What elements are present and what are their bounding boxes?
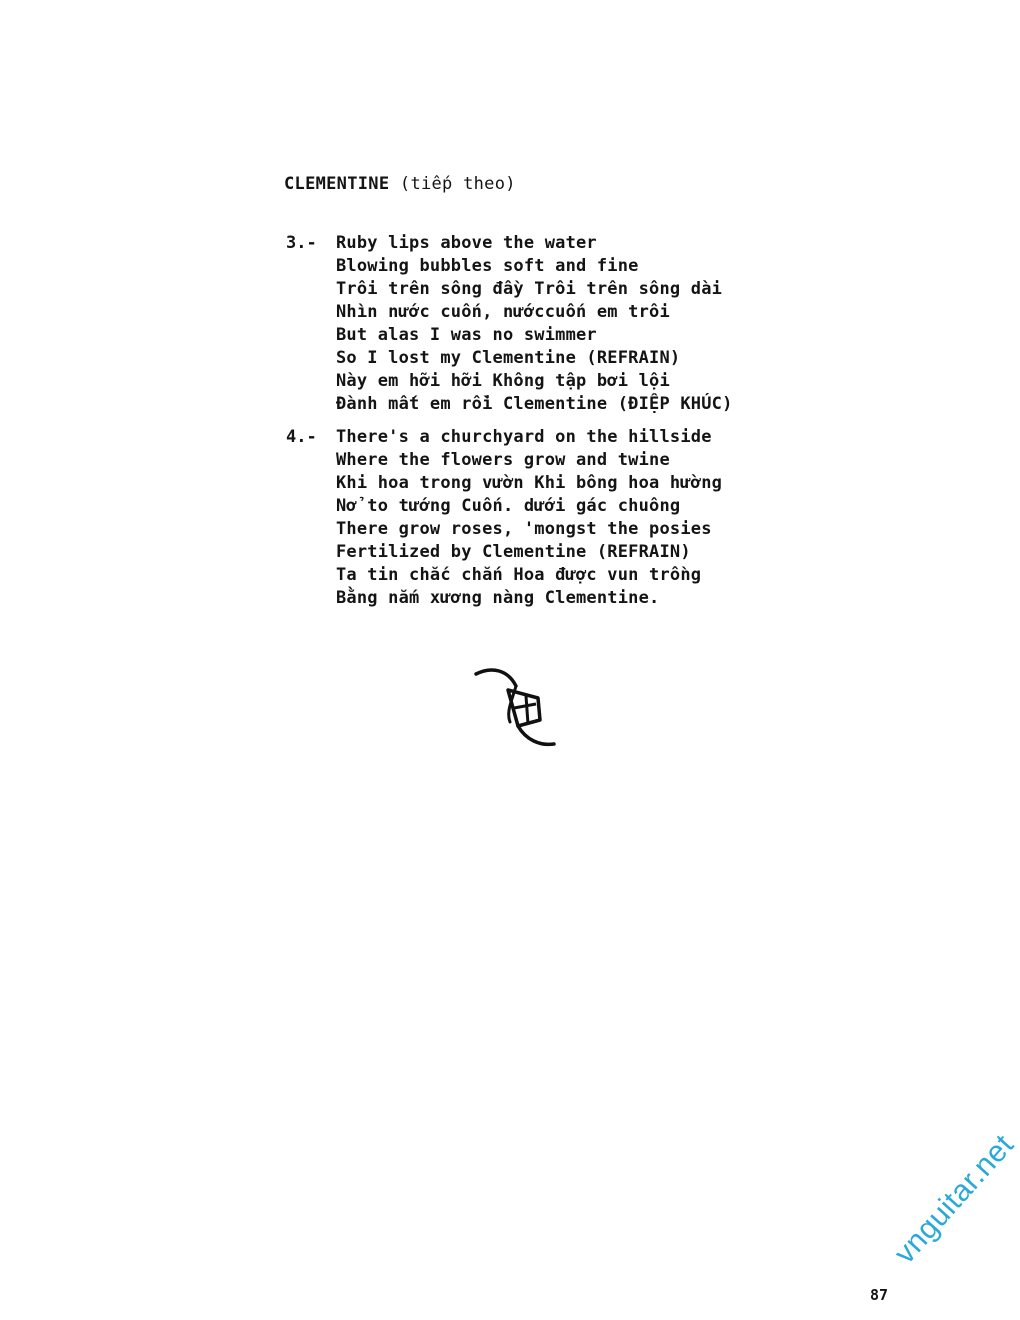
lyric-line: Ruby lips above the water	[336, 233, 597, 253]
verse-lines	[336, 426, 722, 610]
lyric-line: Where the flowers grow and twine	[336, 450, 670, 470]
signature-mark	[470, 660, 570, 755]
lyric-line: Đành mất em rồi Clementine (ĐIỆP KHÚC)	[336, 394, 733, 414]
verse-lines	[336, 232, 733, 416]
lyric-line: Blowing bubbles soft and fine	[336, 256, 639, 276]
lyric-line: Trôi trên sông đầy Trôi trên sông dài	[336, 279, 723, 299]
lyric-line: Khi hoa trong vườn Khi bông hoa hường	[336, 473, 723, 493]
song-title: CLEMENTINE	[284, 174, 390, 194]
lyric-line: There grow roses, 'mongst the posies	[336, 519, 712, 539]
song-subtitle: (tiếp theo)	[399, 174, 516, 194]
lyric-line: Ta tin chắc chắn Hoa được vun trồng	[336, 565, 702, 585]
lyric-line: But alas I was no swimmer	[336, 325, 597, 345]
page-number: 87	[870, 1286, 889, 1304]
lyric-line: Này em hỡi hỡi Không tập bơi lội	[336, 371, 670, 391]
lyric-line: Bằng nắm xương nàng Clementine.	[336, 588, 660, 608]
page-title	[284, 174, 516, 194]
lyric-line: Nở to tướng Cuốn. dưới gác chuông	[336, 496, 681, 516]
verse-number: 3.-	[286, 233, 317, 253]
watermark: vnguitar.net	[888, 1128, 1020, 1271]
verse-number: 4.-	[286, 427, 317, 447]
lyric-line: So I lost my Clementine (REFRAIN)	[336, 348, 681, 368]
lyric-line: Fertilized by Clementine (REFRAIN)	[336, 542, 691, 562]
lyric-line: There's a churchyard on the hillside	[336, 427, 712, 447]
lyric-line: Nhìn nước cuốn, nướccuốn em trôi	[336, 302, 670, 322]
